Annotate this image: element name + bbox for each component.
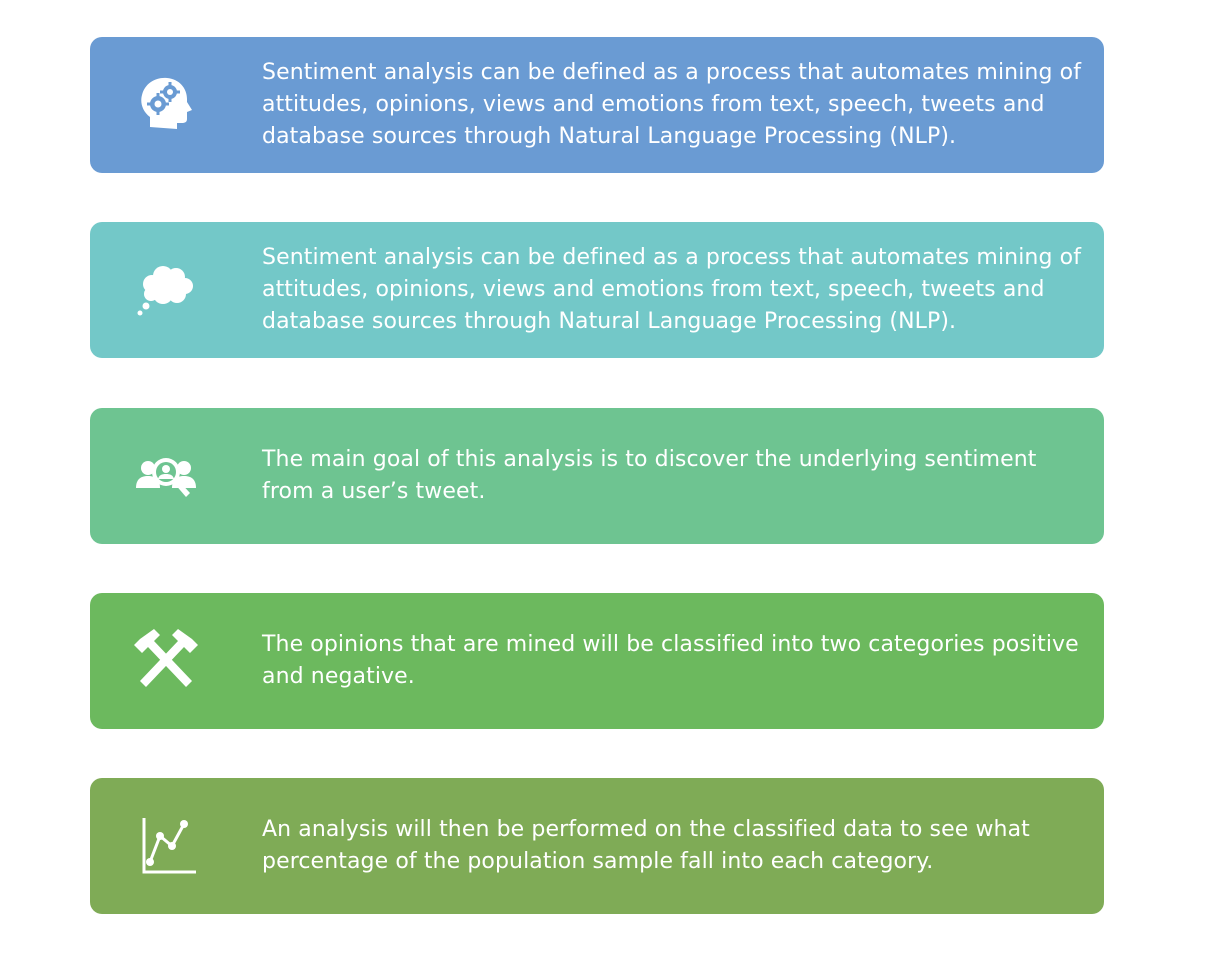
- info-card-5: [90, 778, 1104, 914]
- head-gears-icon: [130, 69, 202, 141]
- info-card-3: [90, 408, 1104, 544]
- crossed-hammers-icon: [130, 625, 202, 697]
- user-search-icon: [130, 440, 202, 512]
- card-text: An analysis will then be performed on the classified data to see what percentage of the population sample fall into each category.: [262, 817, 1030, 874]
- card-text: The main goal of this analysis is to discover the underlying sentiment from a user’s tweet.: [262, 447, 1037, 504]
- line-chart-icon: [130, 810, 202, 882]
- card-text: The opinions that are mined will be classified into two categories positive and negative.: [262, 632, 1079, 689]
- thought-cloud-icon: [130, 254, 202, 326]
- info-card-4: [90, 593, 1104, 729]
- card-text: Sentiment analysis can be defined as a process that automates mining of attitudes, opinions, views and emotions from text, speech, tweets and database sources through Natural Language Processing (NLP).: [262, 245, 1082, 334]
- info-card-2: [90, 222, 1104, 358]
- card-text: Sentiment analysis can be defined as a process that automates mining of attitudes, opinions, views and emotions from text, speech, tweets and database sources through Natural Language Processing (NLP).: [262, 60, 1082, 149]
- info-card-1: [90, 37, 1104, 173]
